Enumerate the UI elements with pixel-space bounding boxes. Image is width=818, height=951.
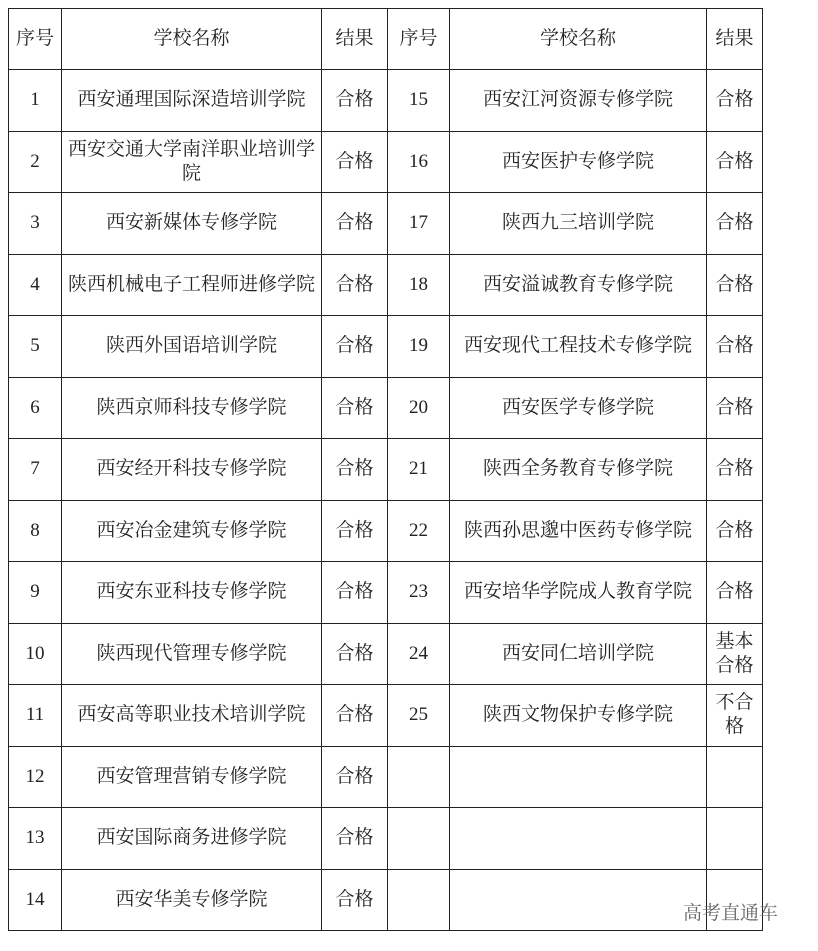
cell-result: 合格 xyxy=(707,316,763,378)
cell-no xyxy=(388,808,450,870)
cell-no: 6 xyxy=(9,377,62,439)
cell-school-name: 西安冶金建筑专修学院 xyxy=(62,500,322,562)
cell-school-name xyxy=(450,746,707,808)
cell-school-name: 西安医学专修学院 xyxy=(450,377,707,439)
table-row xyxy=(9,193,763,255)
cell-result: 不合格 xyxy=(707,685,763,747)
watermark: 高考直通车 xyxy=(683,902,779,924)
cell-result: 合格 xyxy=(707,562,763,624)
cell-no xyxy=(388,746,450,808)
results-table xyxy=(8,8,763,931)
cell-no: 11 xyxy=(9,685,62,747)
cell-no: 20 xyxy=(388,377,450,439)
cell-school-name: 西安现代工程技术专修学院 xyxy=(450,316,707,378)
cell-school-name: 陕西京师科技专修学院 xyxy=(62,377,322,439)
cell-school-name: 西安国际商务进修学院 xyxy=(62,808,322,870)
cell-no: 19 xyxy=(388,316,450,378)
header-school: 学校名称 xyxy=(62,9,322,70)
table-row xyxy=(9,439,763,501)
cell-school-name: 西安管理营销专修学院 xyxy=(62,746,322,808)
cell-result: 合格 xyxy=(322,439,388,501)
cell-result: 合格 xyxy=(707,254,763,316)
cell-no: 17 xyxy=(388,193,450,255)
cell-result: 合格 xyxy=(707,193,763,255)
cell-school-name: 陕西现代管理专修学院 xyxy=(62,623,322,685)
cell-no: 16 xyxy=(388,131,450,193)
table-row xyxy=(9,869,763,931)
cell-no: 10 xyxy=(9,623,62,685)
table-row xyxy=(9,623,763,685)
cell-result: 合格 xyxy=(322,808,388,870)
cell-school-name: 西安东亚科技专修学院 xyxy=(62,562,322,624)
cell-school-name: 西安华美专修学院 xyxy=(62,869,322,931)
cell-school-name: 西安新媒体专修学院 xyxy=(62,193,322,255)
cell-result: 合格 xyxy=(322,377,388,439)
table-row xyxy=(9,254,763,316)
cell-result: 合格 xyxy=(322,562,388,624)
cell-result: 合格 xyxy=(322,623,388,685)
cell-no: 12 xyxy=(9,746,62,808)
table-row xyxy=(9,377,763,439)
cell-school-name: 西安交通大学南洋职业培训学院 xyxy=(62,131,322,193)
cell-result xyxy=(707,746,763,808)
cell-no: 7 xyxy=(9,439,62,501)
cell-no: 22 xyxy=(388,500,450,562)
cell-result: 合格 xyxy=(322,254,388,316)
cell-school-name: 陕西全务教育专修学院 xyxy=(450,439,707,501)
cell-school-name: 西安通理国际深造培训学院 xyxy=(62,70,322,132)
header-school: 学校名称 xyxy=(450,9,707,70)
cell-result: 合格 xyxy=(707,377,763,439)
cell-no: 1 xyxy=(9,70,62,132)
cell-result: 合格 xyxy=(322,500,388,562)
table-row xyxy=(9,131,763,193)
header-no: 序号 xyxy=(388,9,450,70)
cell-no: 4 xyxy=(9,254,62,316)
cell-school-name: 西安经开科技专修学院 xyxy=(62,439,322,501)
table-row xyxy=(9,316,763,378)
cell-result: 合格 xyxy=(707,70,763,132)
cell-school-name: 西安溢诚教育专修学院 xyxy=(450,254,707,316)
cell-no: 21 xyxy=(388,439,450,501)
cell-no: 9 xyxy=(9,562,62,624)
cell-school-name: 西安同仁培训学院 xyxy=(450,623,707,685)
cell-school-name: 陕西九三培训学院 xyxy=(450,193,707,255)
cell-result: 合格 xyxy=(322,316,388,378)
cell-no: 8 xyxy=(9,500,62,562)
cell-result: 合格 xyxy=(707,500,763,562)
cell-result xyxy=(707,808,763,870)
cell-result: 合格 xyxy=(322,746,388,808)
cell-school-name: 西安江河资源专修学院 xyxy=(450,70,707,132)
header-no: 序号 xyxy=(9,9,62,70)
cell-no: 25 xyxy=(388,685,450,747)
cell-no xyxy=(388,869,450,931)
cell-school-name: 陕西机械电子工程师进修学院 xyxy=(62,254,322,316)
cell-school-name: 西安高等职业技术培训学院 xyxy=(62,685,322,747)
cell-school-name xyxy=(450,869,707,931)
cell-result: 合格 xyxy=(322,193,388,255)
cell-school-name xyxy=(450,808,707,870)
cell-no: 13 xyxy=(9,808,62,870)
cell-result: 基本合格 xyxy=(707,623,763,685)
table-row xyxy=(9,685,763,747)
cell-no: 24 xyxy=(388,623,450,685)
table-row xyxy=(9,562,763,624)
cell-no: 2 xyxy=(9,131,62,193)
cell-result: 合格 xyxy=(707,439,763,501)
cell-no: 14 xyxy=(9,869,62,931)
table-row xyxy=(9,808,763,870)
cell-school-name: 西安培华学院成人教育学院 xyxy=(450,562,707,624)
table-row xyxy=(9,70,763,132)
cell-no: 3 xyxy=(9,193,62,255)
header-row xyxy=(9,9,763,70)
cell-no: 5 xyxy=(9,316,62,378)
table-row xyxy=(9,500,763,562)
cell-no: 15 xyxy=(388,70,450,132)
cell-no: 18 xyxy=(388,254,450,316)
header-result: 结果 xyxy=(322,9,388,70)
table-row xyxy=(9,746,763,808)
cell-result: 合格 xyxy=(322,685,388,747)
cell-result: 合格 xyxy=(707,131,763,193)
cell-result: 合格 xyxy=(322,70,388,132)
cell-school-name: 西安医护专修学院 xyxy=(450,131,707,193)
header-result: 结果 xyxy=(707,9,763,70)
cell-school-name: 陕西外国语培训学院 xyxy=(62,316,322,378)
cell-result: 合格 xyxy=(322,869,388,931)
cell-no: 23 xyxy=(388,562,450,624)
cell-result: 合格 xyxy=(322,131,388,193)
cell-school-name: 陕西孙思邈中医药专修学院 xyxy=(450,500,707,562)
cell-school-name: 陕西文物保护专修学院 xyxy=(450,685,707,747)
